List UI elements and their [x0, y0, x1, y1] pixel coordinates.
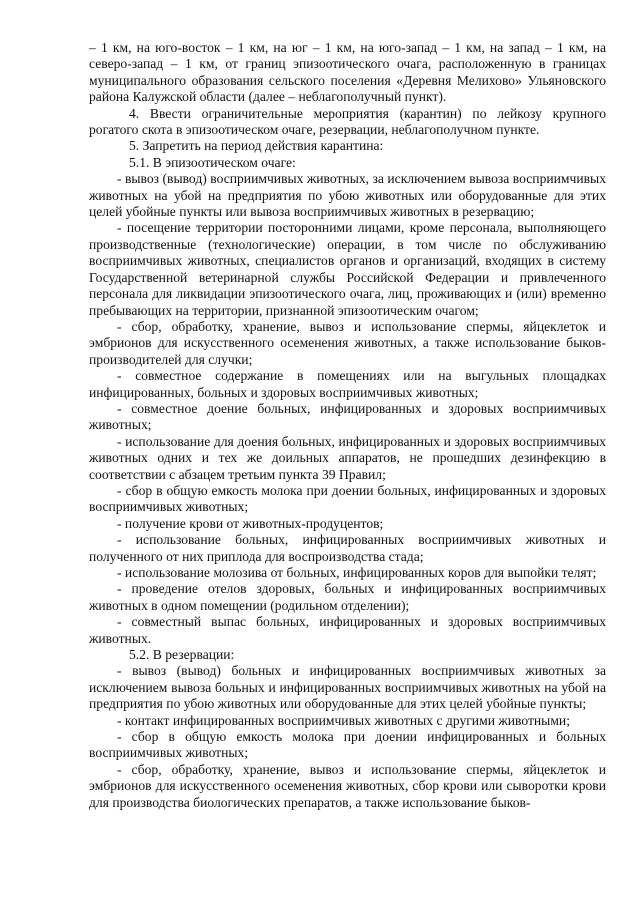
list-item: - получение крови от животных-продуцентов;	[117, 515, 384, 531]
list-item: - вывоз (вывод) восприимчивых животных, за исключением вывоза восприимчивых животных на убой на предприятия по убою животных или оборудованные для этих целей убойные пункты или вывоза восприимчивых животных в резервацию;	[89, 171, 606, 220]
paragraph-item-5-2-heading: 5.2. В резервации:	[129, 647, 235, 663]
paragraph-item-5: 5. Запретить на период действия карантина:	[129, 138, 384, 154]
list-item: - сбор, обработку, хранение, вывоз и использование спермы, яйцеклеток и эмбрионов для искусственного осеменения животных, а также использование быков-производителей для случки;	[89, 318, 606, 367]
list-item: - совместный выпас больных, инфицированных и здоровых восприимчивых животных.	[89, 614, 606, 646]
list-item: - сбор, обработку, хранение, вывоз и использование спермы, яйцеклеток и эмбрионов для искусственного осеменения животных, сбор крови или сыворотки крови для производства биологических препаратов, а также использование быков-	[89, 761, 606, 810]
list-item: - совместное содержание в помещениях или на выгульных площадках инфицированных, больных и здоровых восприимчивых животных;	[89, 368, 606, 400]
document-page	[89, 40, 606, 811]
list-item: - использование для доения больных, инфицированных и здоровых восприимчивых животных одних и тех же доильных аппаратов, не прошедших дезинфекцию в соответствии с абзацем третьим пункта 39 Правил;	[89, 433, 606, 482]
list-item: - контакт инфицированных восприимчивых животных с другими животными;	[117, 712, 570, 728]
list-item: - посещение территории посторонними лицами, кроме персонала, выполняющего производственные (технологические) операции, в том числе по обслуживанию восприимчивых животных, специалистов органов и организаций, входящих в систему Государственной ветеринарной службы Российской Федерации и привлеченного персонала для ликвидации эпизоотического очага, лиц, проживающих и (или) временно пребывающих на территории, признанной эпизоотическим очагом;	[89, 220, 606, 318]
list-item: - совместное доение больных, инфицированных и здоровых восприимчивых животных;	[89, 400, 606, 433]
list-item: - использование молозива от больных, инфицированных коров для выпойки телят;	[117, 565, 597, 580]
paragraph-zone-boundaries: – 1 км, на юго-восток – 1 км, на юг – 1 км, на юго-запад – 1 км, на запад – 1 км, на северо-запад – 1 км, от границ эпизоотического очага, расположенную в границах муниципального образования сельского поселения «Деревня Мелихово» Ульяновского района Калужской области (далее – неблагополучный пункт).	[89, 40, 606, 105]
list-item: - вывоз (вывод) больных и инфицированных восприимчивых животных за исключением вывоза больных и инфицированных восприимчивых животных на убой на предприятия по убою животных или оборудованные для этих целей убойные пункты;	[89, 663, 606, 712]
list-item: - проведение отелов здоровых, больных и инфицированных восприимчивых животных в одном помещении (родильном отделении);	[89, 581, 606, 613]
paragraph-item-5-1-heading: 5.1. В эпизоотическом очаге:	[129, 154, 296, 170]
list-item: - сбор в общую емкость молока при доении больных, инфицированных и здоровых восприимчивых животных;	[89, 482, 606, 515]
list-item: - сбор в общую емкость молока при доении инфицированных и больных восприимчивых животных;	[89, 729, 606, 761]
list-item: - использование больных, инфицированных восприимчивых животных и полученного от них приплода для воспроизводства стада;	[89, 532, 606, 564]
paragraph-item-4: 4. Ввести ограничительные мероприятия (карантин) по лейкозу крупного рогатого скота в эпизоотическом очаге, резервации, неблагополучном пункте.	[89, 105, 606, 138]
